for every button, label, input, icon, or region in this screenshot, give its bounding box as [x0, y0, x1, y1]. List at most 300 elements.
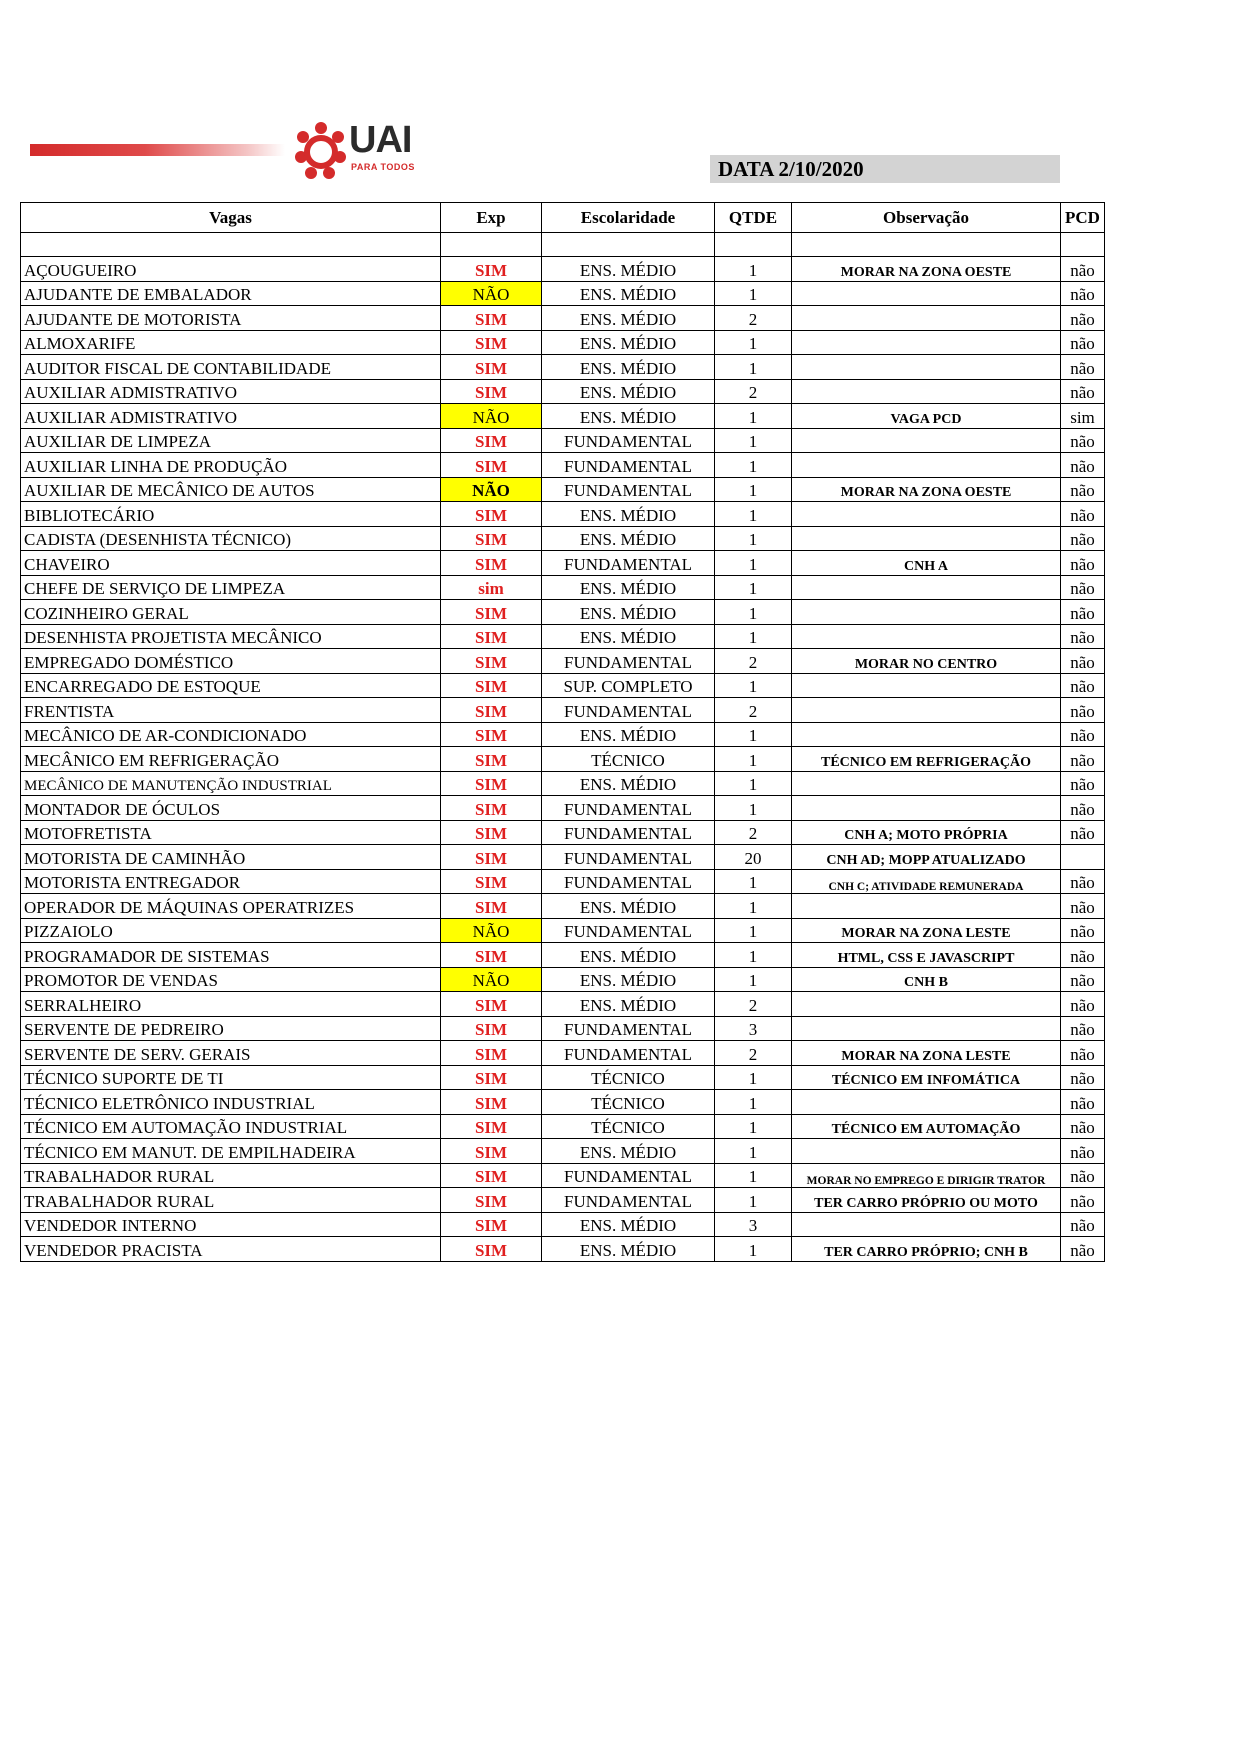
- cell-pcd: não: [1061, 1237, 1105, 1262]
- cell-vaga: VENDEDOR PRACISTA: [21, 1237, 441, 1262]
- table-row: [21, 1212, 1105, 1237]
- cell-qtde: 1: [715, 869, 792, 894]
- cell-qtde: 2: [715, 1041, 792, 1066]
- cell-exp: SIM: [441, 1237, 542, 1262]
- cell-pcd: não: [1061, 649, 1105, 674]
- cell-observacao: MORAR NA ZONA LESTE: [792, 1041, 1061, 1066]
- table-row: [21, 428, 1105, 453]
- cell-observacao: [792, 575, 1061, 600]
- cell-exp: NÃO: [441, 281, 542, 306]
- cell-observacao: [792, 1016, 1061, 1041]
- table-header-row: [21, 203, 1105, 233]
- column-header-qtde: QTDE: [715, 203, 792, 233]
- cell-escolaridade: FUNDAMENTAL: [542, 1016, 715, 1041]
- cell-observacao: [792, 624, 1061, 649]
- cell-exp: SIM: [441, 1188, 542, 1213]
- table-row: [21, 502, 1105, 527]
- cell-qtde: 20: [715, 845, 792, 870]
- cell-qtde: 1: [715, 1163, 792, 1188]
- cell-qtde: 1: [715, 1090, 792, 1115]
- cell-qtde: 2: [715, 379, 792, 404]
- cell-exp: SIM: [441, 747, 542, 772]
- table-row: [21, 404, 1105, 429]
- column-header-observacao: Observação: [792, 203, 1061, 233]
- column-header-vagas: Vagas: [21, 203, 441, 233]
- cell-vaga: MONTADOR DE ÓCULOS: [21, 796, 441, 821]
- cell-qtde: 1: [715, 330, 792, 355]
- table-row: [21, 967, 1105, 992]
- cell-qtde: 3: [715, 1016, 792, 1041]
- cell-vaga: MOTORISTA DE CAMINHÃO: [21, 845, 441, 870]
- cell-vaga: MOTORISTA ENTREGADOR: [21, 869, 441, 894]
- table-row: [21, 1188, 1105, 1213]
- cell-exp: SIM: [441, 1212, 542, 1237]
- cell-pcd: não: [1061, 820, 1105, 845]
- cell-vaga: SERRALHEIRO: [21, 992, 441, 1017]
- table-row: [21, 1163, 1105, 1188]
- cell-observacao: HTML, CSS E JAVASCRIPT: [792, 943, 1061, 968]
- cell-vaga: SERVENTE DE SERV. GERAIS: [21, 1041, 441, 1066]
- cell-observacao: CNH A: [792, 551, 1061, 576]
- cell-observacao: [792, 428, 1061, 453]
- cell-observacao: TÉCNICO EM AUTOMAÇÃO: [792, 1114, 1061, 1139]
- cell-vaga: PROGRAMADOR DE SISTEMAS: [21, 943, 441, 968]
- cell-vaga: AÇOUGUEIRO: [21, 257, 441, 282]
- cell-escolaridade: TÉCNICO: [542, 1090, 715, 1115]
- logo-subtitle: PARA TODOS: [351, 162, 415, 172]
- table-row: [21, 1114, 1105, 1139]
- cell-escolaridade: FUNDAMENTAL: [542, 820, 715, 845]
- cell-vaga: PROMOTOR DE VENDAS: [21, 967, 441, 992]
- cell-qtde: 2: [715, 698, 792, 723]
- cell-qtde: 1: [715, 1065, 792, 1090]
- cell-pcd: não: [1061, 257, 1105, 282]
- cell-pcd: não: [1061, 894, 1105, 919]
- cell-observacao: [792, 992, 1061, 1017]
- cell-qtde: 2: [715, 820, 792, 845]
- cell-pcd: não: [1061, 698, 1105, 723]
- cell-pcd: não: [1061, 1065, 1105, 1090]
- uai-logo: [293, 118, 423, 182]
- cell-exp: SIM: [441, 1041, 542, 1066]
- cell-exp: sim: [441, 575, 542, 600]
- cell-escolaridade: ENS. MÉDIO: [542, 330, 715, 355]
- cell-vaga: AUXILIAR DE MECÂNICO DE AUTOS: [21, 477, 441, 502]
- cell-exp: SIM: [441, 502, 542, 527]
- cell-exp: SIM: [441, 722, 542, 747]
- table-row: [21, 575, 1105, 600]
- table-row: [21, 918, 1105, 943]
- cell-escolaridade: FUNDAMENTAL: [542, 1163, 715, 1188]
- cell-pcd: não: [1061, 453, 1105, 478]
- table-row: [21, 526, 1105, 551]
- cell-exp: NÃO: [441, 404, 542, 429]
- cell-vaga: TÉCNICO EM MANUT. DE EMPILHADEIRA: [21, 1139, 441, 1164]
- cell-pcd: não: [1061, 575, 1105, 600]
- cell-escolaridade: ENS. MÉDIO: [542, 1212, 715, 1237]
- cell-qtde: 1: [715, 722, 792, 747]
- cell-vaga: TÉCNICO ELETRÔNICO INDUSTRIAL: [21, 1090, 441, 1115]
- cell-exp: SIM: [441, 1114, 542, 1139]
- cell-qtde: 1: [715, 771, 792, 796]
- cell-escolaridade: FUNDAMENTAL: [542, 649, 715, 674]
- cell-exp: SIM: [441, 1163, 542, 1188]
- cell-qtde: 1: [715, 894, 792, 919]
- cell-observacao: TÉCNICO EM INFOMÁTICA: [792, 1065, 1061, 1090]
- table-row: [21, 747, 1105, 772]
- cell-vaga: AJUDANTE DE EMBALADOR: [21, 281, 441, 306]
- cell-exp: SIM: [441, 771, 542, 796]
- cell-exp: SIM: [441, 796, 542, 821]
- cell-exp: SIM: [441, 624, 542, 649]
- cell-escolaridade: ENS. MÉDIO: [542, 575, 715, 600]
- logo-text: UAI: [349, 119, 412, 161]
- cell-observacao: [792, 771, 1061, 796]
- cell-pcd: não: [1061, 355, 1105, 380]
- cell-exp: SIM: [441, 869, 542, 894]
- cell-pcd: não: [1061, 1016, 1105, 1041]
- cell-escolaridade: ENS. MÉDIO: [542, 1237, 715, 1262]
- cell-observacao: [792, 796, 1061, 821]
- cell-exp: SIM: [441, 894, 542, 919]
- cell-qtde: 1: [715, 477, 792, 502]
- cell-qtde: 2: [715, 649, 792, 674]
- column-header-escolaridade: Escolaridade: [542, 203, 715, 233]
- cell-qtde: 1: [715, 1139, 792, 1164]
- cell-observacao: [792, 330, 1061, 355]
- cell-pcd: não: [1061, 379, 1105, 404]
- table-row: [21, 1090, 1105, 1115]
- table-row: [21, 1237, 1105, 1262]
- cell-observacao: [792, 1212, 1061, 1237]
- cell-qtde: 1: [715, 600, 792, 625]
- cell-pcd: não: [1061, 600, 1105, 625]
- cell-qtde: 1: [715, 967, 792, 992]
- cell-vaga: COZINHEIRO GERAL: [21, 600, 441, 625]
- table-row: [21, 330, 1105, 355]
- cell-escolaridade: FUNDAMENTAL: [542, 477, 715, 502]
- cell-vaga: AJUDANTE DE MOTORISTA: [21, 306, 441, 331]
- table-row: [21, 673, 1105, 698]
- cell-qtde: 1: [715, 526, 792, 551]
- cell-escolaridade: ENS. MÉDIO: [542, 992, 715, 1017]
- cell-exp: SIM: [441, 453, 542, 478]
- cell-observacao: CNH C; ATIVIDADE REMUNERADA: [792, 869, 1061, 894]
- cell-qtde: 2: [715, 992, 792, 1017]
- cell-qtde: 1: [715, 624, 792, 649]
- cell-exp: SIM: [441, 820, 542, 845]
- table-row: [21, 722, 1105, 747]
- cell-pcd: não: [1061, 967, 1105, 992]
- cell-pcd: não: [1061, 992, 1105, 1017]
- table-row: [21, 1065, 1105, 1090]
- cell-escolaridade: ENS. MÉDIO: [542, 502, 715, 527]
- table-row: [21, 796, 1105, 821]
- header-gradient-bar: [30, 144, 285, 156]
- cell-escolaridade: ENS. MÉDIO: [542, 894, 715, 919]
- cell-exp: SIM: [441, 355, 542, 380]
- table-row: [21, 1041, 1105, 1066]
- cell-exp: SIM: [441, 257, 542, 282]
- cell-observacao: MORAR NA ZONA OESTE: [792, 257, 1061, 282]
- cell-observacao: [792, 355, 1061, 380]
- table-row: [21, 355, 1105, 380]
- cell-pcd: não: [1061, 918, 1105, 943]
- cell-observacao: MORAR NA ZONA OESTE: [792, 477, 1061, 502]
- cell-observacao: TÉCNICO EM REFRIGERAÇÃO: [792, 747, 1061, 772]
- cell-vaga: TÉCNICO EM AUTOMAÇÃO INDUSTRIAL: [21, 1114, 441, 1139]
- table-row: [21, 894, 1105, 919]
- cell-escolaridade: FUNDAMENTAL: [542, 1188, 715, 1213]
- column-header-exp: Exp: [441, 203, 542, 233]
- cell-observacao: [792, 526, 1061, 551]
- cell-qtde: 1: [715, 404, 792, 429]
- people-circle-logo-icon: [293, 120, 349, 180]
- cell-observacao: [792, 453, 1061, 478]
- cell-vaga: AUXILIAR ADMISTRATIVO: [21, 404, 441, 429]
- cell-exp: SIM: [441, 526, 542, 551]
- cell-vaga: SERVENTE DE PEDREIRO: [21, 1016, 441, 1041]
- table-row: [21, 281, 1105, 306]
- cell-observacao: [792, 306, 1061, 331]
- cell-pcd: não: [1061, 1212, 1105, 1237]
- cell-exp: SIM: [441, 698, 542, 723]
- cell-qtde: 1: [715, 747, 792, 772]
- cell-vaga: OPERADOR DE MÁQUINAS OPERATRIZES: [21, 894, 441, 919]
- cell-qtde: 1: [715, 673, 792, 698]
- cell-exp: SIM: [441, 428, 542, 453]
- table-row: [21, 453, 1105, 478]
- cell-pcd: não: [1061, 1139, 1105, 1164]
- cell-observacao: CNH B: [792, 967, 1061, 992]
- cell-qtde: 1: [715, 551, 792, 576]
- cell-observacao: TER CARRO PRÓPRIO OU MOTO: [792, 1188, 1061, 1213]
- cell-escolaridade: FUNDAMENTAL: [542, 845, 715, 870]
- cell-pcd: não: [1061, 1188, 1105, 1213]
- cell-pcd: não: [1061, 502, 1105, 527]
- cell-exp: SIM: [441, 943, 542, 968]
- cell-observacao: [792, 600, 1061, 625]
- cell-observacao: [792, 1090, 1061, 1115]
- cell-escolaridade: ENS. MÉDIO: [542, 771, 715, 796]
- cell-observacao: VAGA PCD: [792, 404, 1061, 429]
- cell-qtde: 1: [715, 428, 792, 453]
- table-row: [21, 943, 1105, 968]
- cell-pcd: não: [1061, 526, 1105, 551]
- cell-vaga: EMPREGADO DOMÉSTICO: [21, 649, 441, 674]
- cell-qtde: 3: [715, 1212, 792, 1237]
- blank-row: [21, 233, 1105, 257]
- table-row: [21, 600, 1105, 625]
- cell-vaga: AUXILIAR ADMISTRATIVO: [21, 379, 441, 404]
- cell-qtde: 1: [715, 453, 792, 478]
- cell-qtde: 1: [715, 575, 792, 600]
- cell-qtde: 1: [715, 918, 792, 943]
- table-row: [21, 845, 1105, 870]
- cell-vaga: CADISTA (DESENHISTA TÉCNICO): [21, 526, 441, 551]
- cell-exp: SIM: [441, 551, 542, 576]
- cell-exp: SIM: [441, 649, 542, 674]
- table-row: [21, 698, 1105, 723]
- cell-escolaridade: FUNDAMENTAL: [542, 698, 715, 723]
- cell-pcd: não: [1061, 796, 1105, 821]
- cell-vaga: TRABALHADOR RURAL: [21, 1163, 441, 1188]
- cell-vaga: BIBLIOTECÁRIO: [21, 502, 441, 527]
- column-header-pcd: PCD: [1061, 203, 1105, 233]
- cell-exp: SIM: [441, 992, 542, 1017]
- cell-vaga: MECÂNICO DE AR-CONDICIONADO: [21, 722, 441, 747]
- cell-escolaridade: ENS. MÉDIO: [542, 281, 715, 306]
- cell-qtde: 1: [715, 502, 792, 527]
- cell-exp: SIM: [441, 1065, 542, 1090]
- cell-pcd: não: [1061, 306, 1105, 331]
- cell-escolaridade: ENS. MÉDIO: [542, 404, 715, 429]
- cell-qtde: 1: [715, 257, 792, 282]
- cell-escolaridade: ENS. MÉDIO: [542, 624, 715, 649]
- cell-vaga: ENCARREGADO DE ESTOQUE: [21, 673, 441, 698]
- cell-vaga: CHAVEIRO: [21, 551, 441, 576]
- cell-vaga: CHEFE DE SERVIÇO DE LIMPEZA: [21, 575, 441, 600]
- cell-escolaridade: FUNDAMENTAL: [542, 869, 715, 894]
- table-row: [21, 869, 1105, 894]
- cell-observacao: [792, 698, 1061, 723]
- date-label: DATA 2/10/2020: [710, 155, 1060, 183]
- table-row: [21, 257, 1105, 282]
- cell-exp: NÃO: [441, 477, 542, 502]
- cell-escolaridade: FUNDAMENTAL: [542, 428, 715, 453]
- cell-pcd: não: [1061, 943, 1105, 968]
- cell-exp: NÃO: [441, 918, 542, 943]
- cell-pcd: não: [1061, 771, 1105, 796]
- cell-observacao: MORAR NO CENTRO: [792, 649, 1061, 674]
- cell-escolaridade: ENS. MÉDIO: [542, 967, 715, 992]
- cell-escolaridade: FUNDAMENTAL: [542, 551, 715, 576]
- cell-observacao: [792, 1139, 1061, 1164]
- cell-pcd: não: [1061, 1114, 1105, 1139]
- cell-exp: SIM: [441, 1139, 542, 1164]
- cell-escolaridade: FUNDAMENTAL: [542, 1041, 715, 1066]
- cell-qtde: 1: [715, 281, 792, 306]
- cell-observacao: [792, 281, 1061, 306]
- cell-pcd: não: [1061, 428, 1105, 453]
- cell-pcd: não: [1061, 551, 1105, 576]
- cell-qtde: 1: [715, 355, 792, 380]
- cell-observacao: [792, 502, 1061, 527]
- cell-observacao: CNH A; MOTO PRÓPRIA: [792, 820, 1061, 845]
- cell-escolaridade: TÉCNICO: [542, 1114, 715, 1139]
- cell-vaga: VENDEDOR INTERNO: [21, 1212, 441, 1237]
- cell-observacao: MORAR NO EMPREGO E DIRIGIR TRATOR: [792, 1163, 1061, 1188]
- table-row: [21, 551, 1105, 576]
- cell-pcd: não: [1061, 673, 1105, 698]
- cell-exp: SIM: [441, 379, 542, 404]
- cell-qtde: 1: [715, 1237, 792, 1262]
- cell-pcd: não: [1061, 1163, 1105, 1188]
- cell-vaga: ALMOXARIFE: [21, 330, 441, 355]
- cell-pcd: não: [1061, 869, 1105, 894]
- cell-escolaridade: ENS. MÉDIO: [542, 1139, 715, 1164]
- cell-escolaridade: ENS. MÉDIO: [542, 257, 715, 282]
- cell-vaga: MOTOFRETISTA: [21, 820, 441, 845]
- cell-pcd: [1061, 845, 1105, 870]
- cell-exp: SIM: [441, 600, 542, 625]
- cell-qtde: 2: [715, 306, 792, 331]
- cell-escolaridade: FUNDAMENTAL: [542, 796, 715, 821]
- table-row: [21, 624, 1105, 649]
- cell-escolaridade: ENS. MÉDIO: [542, 379, 715, 404]
- table-row: [21, 992, 1105, 1017]
- table-row: [21, 1016, 1105, 1041]
- cell-pcd: não: [1061, 1090, 1105, 1115]
- cell-exp: SIM: [441, 1016, 542, 1041]
- cell-escolaridade: FUNDAMENTAL: [542, 918, 715, 943]
- cell-pcd: não: [1061, 624, 1105, 649]
- cell-escolaridade: TÉCNICO: [542, 1065, 715, 1090]
- cell-observacao: MORAR NA ZONA LESTE: [792, 918, 1061, 943]
- cell-escolaridade: SUP. COMPLETO: [542, 673, 715, 698]
- cell-vaga: AUXILIAR LINHA DE PRODUÇÃO: [21, 453, 441, 478]
- cell-qtde: 1: [715, 1114, 792, 1139]
- cell-vaga: AUDITOR FISCAL DE CONTABILIDADE: [21, 355, 441, 380]
- cell-qtde: 1: [715, 943, 792, 968]
- cell-vaga: AUXILIAR DE LIMPEZA: [21, 428, 441, 453]
- cell-escolaridade: FUNDAMENTAL: [542, 453, 715, 478]
- table-row: [21, 306, 1105, 331]
- cell-pcd: não: [1061, 1041, 1105, 1066]
- cell-exp: SIM: [441, 845, 542, 870]
- table-row: [21, 771, 1105, 796]
- cell-exp: SIM: [441, 330, 542, 355]
- cell-observacao: [792, 722, 1061, 747]
- cell-pcd: sim: [1061, 404, 1105, 429]
- cell-escolaridade: ENS. MÉDIO: [542, 722, 715, 747]
- cell-pcd: não: [1061, 477, 1105, 502]
- cell-vaga: MECÂNICO EM REFRIGERAÇÃO: [21, 747, 441, 772]
- cell-vaga: MECÂNICO DE MANUTENÇÃO INDUSTRIAL: [21, 771, 441, 796]
- cell-qtde: 1: [715, 1188, 792, 1213]
- cell-escolaridade: ENS. MÉDIO: [542, 306, 715, 331]
- cell-exp: NÃO: [441, 967, 542, 992]
- cell-vaga: TÉCNICO SUPORTE DE TI: [21, 1065, 441, 1090]
- cell-observacao: [792, 673, 1061, 698]
- cell-escolaridade: ENS. MÉDIO: [542, 943, 715, 968]
- cell-pcd: não: [1061, 722, 1105, 747]
- cell-observacao: CNH AD; MOPP ATUALIZADO: [792, 845, 1061, 870]
- cell-pcd: não: [1061, 281, 1105, 306]
- cell-qtde: 1: [715, 796, 792, 821]
- table-row: [21, 477, 1105, 502]
- cell-vaga: DESENHISTA PROJETISTA MECÂNICO: [21, 624, 441, 649]
- cell-observacao: TER CARRO PRÓPRIO; CNH B: [792, 1237, 1061, 1262]
- table-row: [21, 1139, 1105, 1164]
- cell-vaga: TRABALHADOR RURAL: [21, 1188, 441, 1213]
- cell-exp: SIM: [441, 673, 542, 698]
- cell-escolaridade: ENS. MÉDIO: [542, 600, 715, 625]
- cell-exp: SIM: [441, 1090, 542, 1115]
- job-vacancies-table: [20, 202, 1105, 1262]
- table-row: [21, 379, 1105, 404]
- table-row: [21, 820, 1105, 845]
- cell-escolaridade: ENS. MÉDIO: [542, 526, 715, 551]
- cell-pcd: não: [1061, 747, 1105, 772]
- cell-escolaridade: TÉCNICO: [542, 747, 715, 772]
- cell-observacao: [792, 379, 1061, 404]
- cell-observacao: [792, 894, 1061, 919]
- cell-escolaridade: ENS. MÉDIO: [542, 355, 715, 380]
- cell-exp: SIM: [441, 306, 542, 331]
- cell-vaga: FRENTISTA: [21, 698, 441, 723]
- table-row: [21, 649, 1105, 674]
